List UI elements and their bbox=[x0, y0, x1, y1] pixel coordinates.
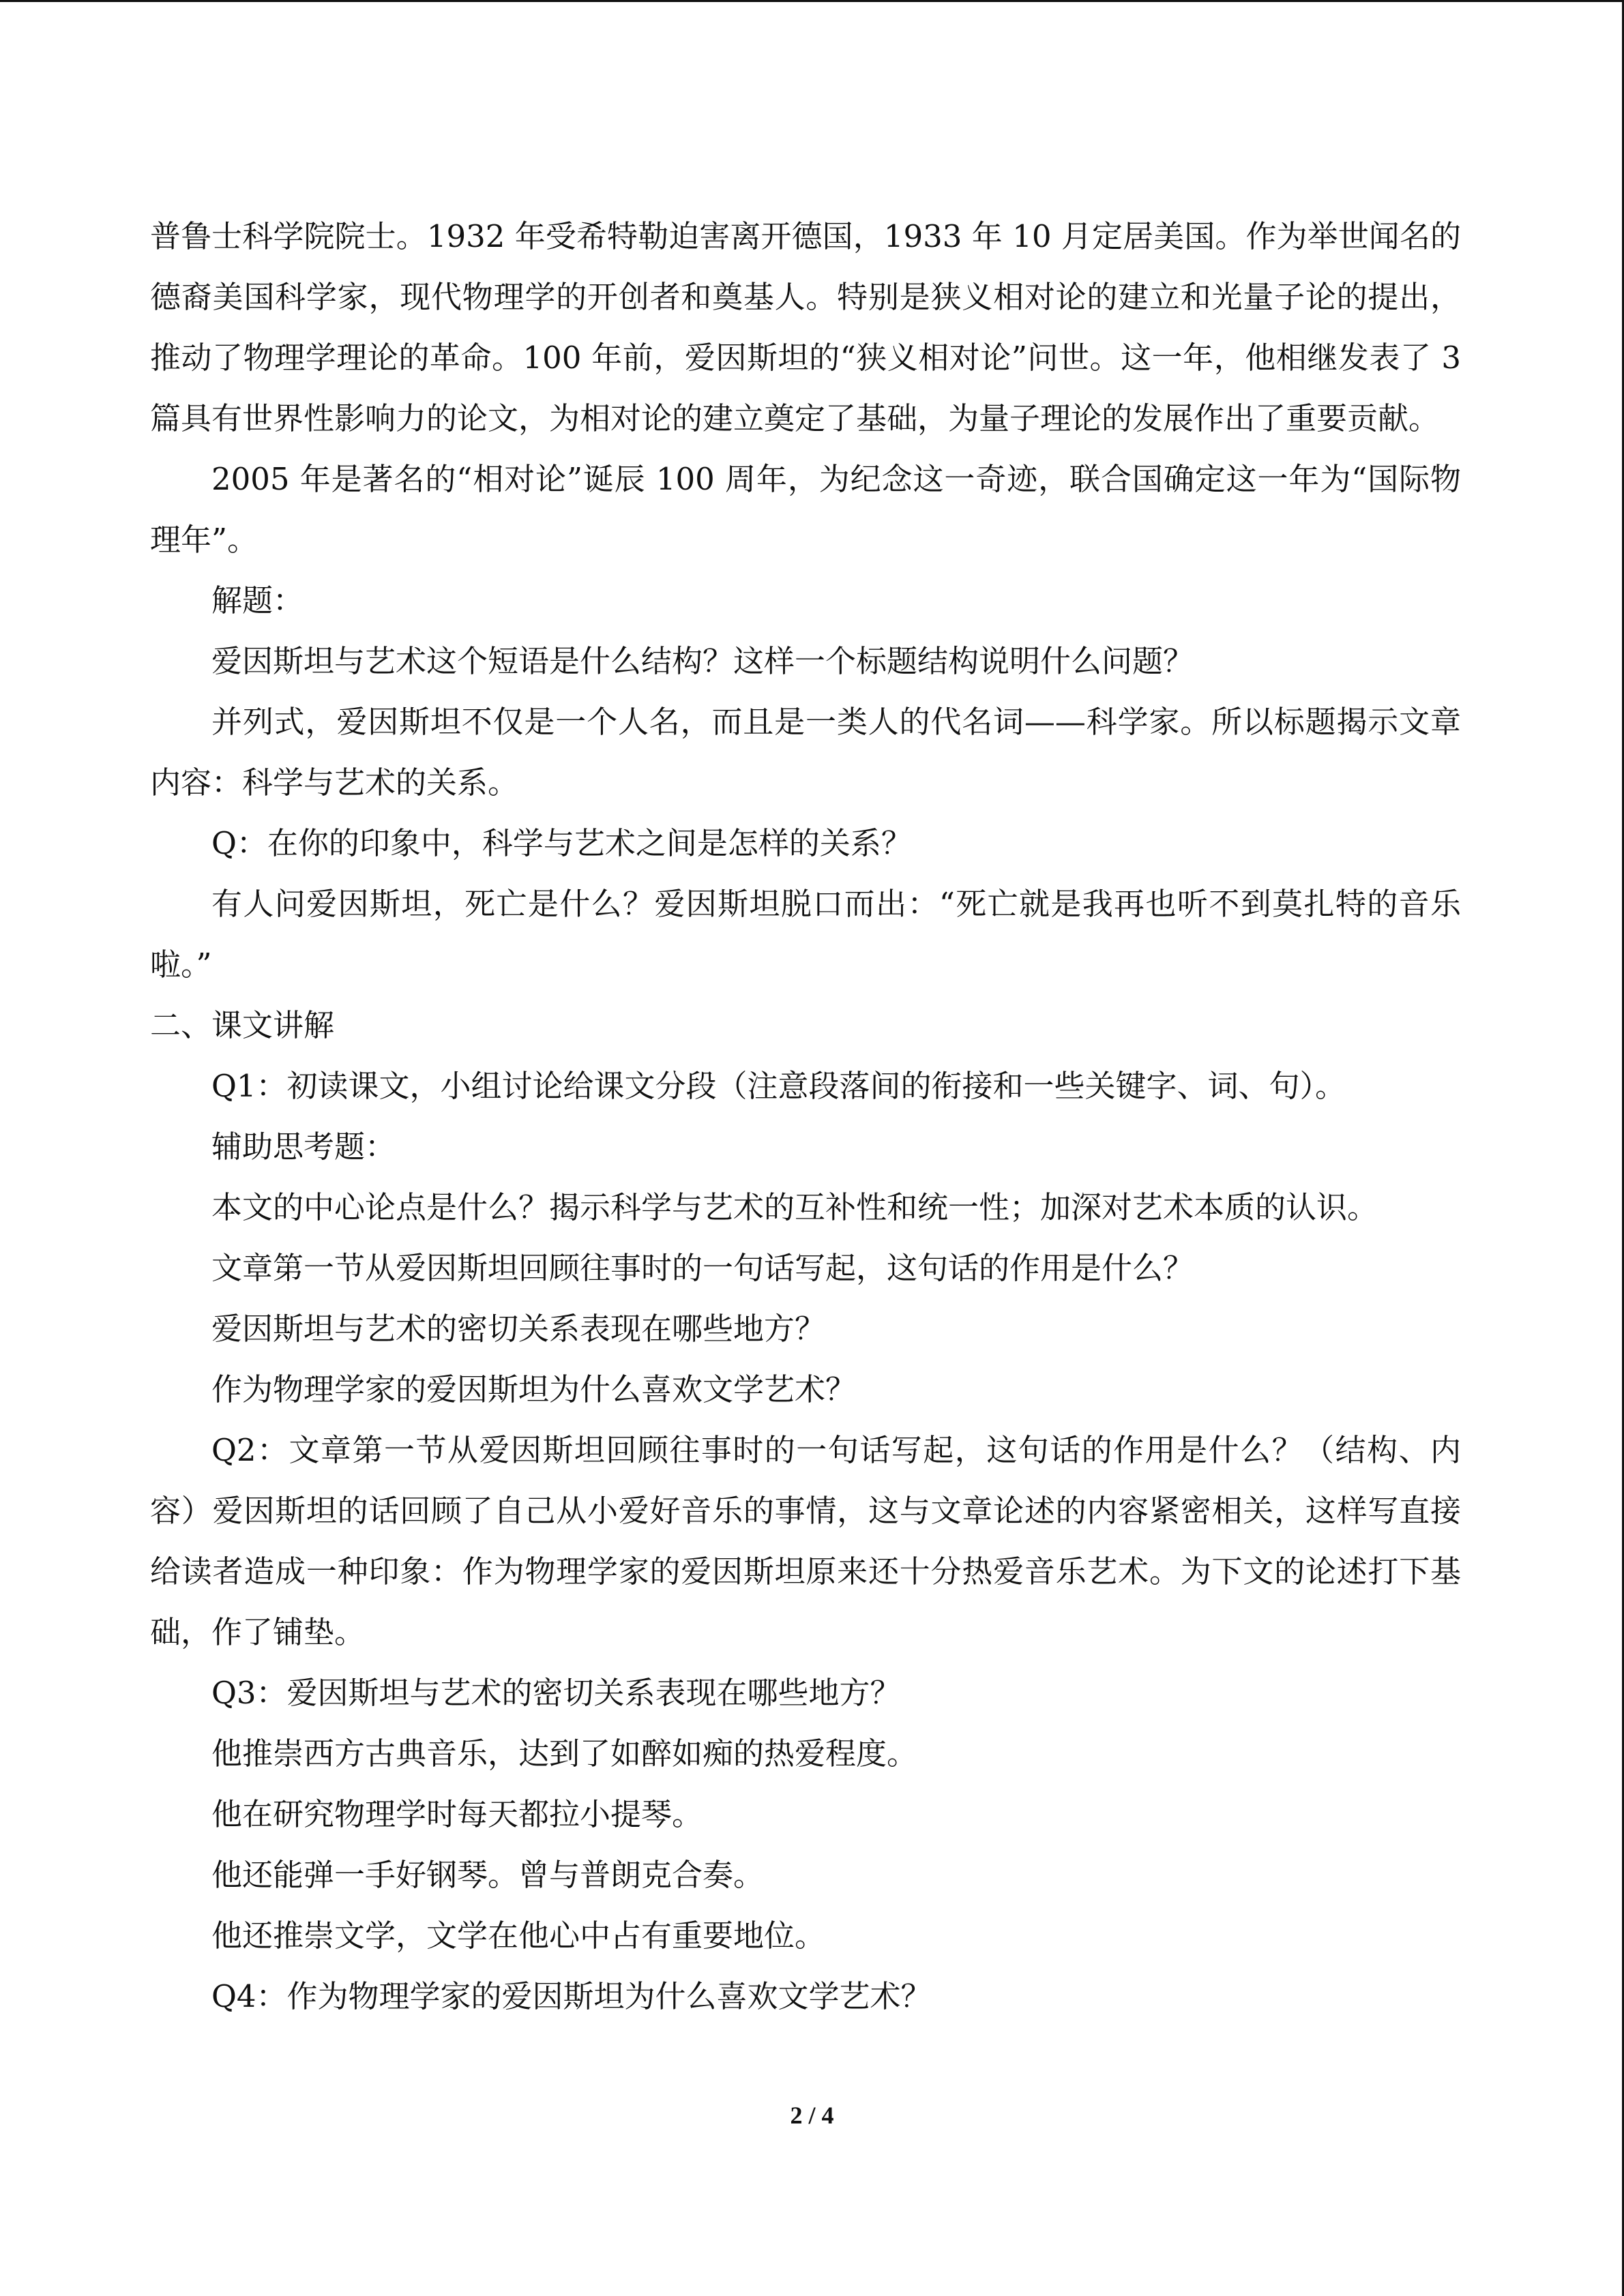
paragraph: Q1：初读课文，小组讨论给课文分段（注意段落间的衔接和一些关键字、词、句）。 bbox=[211, 1068, 1346, 1104]
page-number: 2 / 4 bbox=[790, 2102, 834, 2129]
paragraph: 2005 年是著名的“相对论”诞辰 100 周年，为纪念这一奇迹，联合国确定这一年为“国际物理年”。 bbox=[150, 461, 1461, 558]
paragraph: 文章第一节从爱因斯坦回顾往事时的一句话写起，这句话的作用是什么？ bbox=[211, 1250, 1194, 1286]
paragraph: 本文的中心论点是什么？揭示科学与艺术的互补性和统一性；加深对艺术本质的认识。 bbox=[211, 1189, 1378, 1225]
paragraph: 爱因斯坦与艺术这个短语是什么结构？这样一个标题结构说明什么问题？ bbox=[211, 643, 1194, 679]
paragraph: Q：在你的印象中，科学与艺术之间是怎样的关系？ bbox=[211, 825, 912, 861]
paragraph: 他推崇西方古典音乐，达到了如醉如痴的热爱程度。 bbox=[211, 1735, 918, 1772]
paragraph: 爱因斯坦与艺术的密切关系表现在哪些地方？ bbox=[211, 1311, 826, 1347]
paragraph: 作为物理学家的爱因斯坦为什么喜欢文学艺术？ bbox=[211, 1371, 857, 1407]
paragraph-label: 解题： bbox=[211, 582, 304, 618]
document-body bbox=[150, 206, 1461, 2027]
paragraph: 他在研究物理学时每天都拉小提琴。 bbox=[211, 1796, 703, 1832]
paragraph: 并列式，爱因斯坦不仅是一个人名，而且是一类人的代名词——科学家。所以标题揭示文章内容：科学与艺术的关系。 bbox=[150, 704, 1461, 801]
paragraph-label: 辅助思考题： bbox=[211, 1129, 396, 1165]
paragraph: Q4：作为物理学家的爱因斯坦为什么喜欢文学艺术？ bbox=[211, 1978, 932, 2014]
paragraph: Q2：文章第一节从爱因斯坦回顾往事时的一句话写起，这句话的作用是什么？（结构、内容）爱因斯坦的话回顾了自己从小爱好音乐的事情，这与文章论述的内容紧密相关，这样写直接给读者造成一种印象：作为物理学家的爱因斯坦原来还十分热爱音乐艺术。为下文的论述打下基础，作了铺垫。 bbox=[150, 1432, 1461, 1650]
page-top-border bbox=[0, 0, 1624, 2]
paragraph: Q3：爱因斯坦与艺术的密切关系表现在哪些地方？ bbox=[211, 1675, 901, 1711]
paragraph: 他还推崇文学，文学在他心中占有重要地位。 bbox=[211, 1918, 826, 1954]
section-heading: 二、课文讲解 bbox=[150, 1007, 335, 1043]
paragraph: 有人问爱因斯坦，死亡是什么？爱因斯坦脱口而出：“死亡就是我再也听不到莫扎特的音乐啦。” bbox=[150, 886, 1461, 983]
paragraph: 他还能弹一手好钢琴。曾与普朗克合奏。 bbox=[211, 1857, 765, 1893]
paragraph: 普鲁士科学院院士。1932 年受希特勒迫害离开德国，1933 年 10 月定居美国。作为举世闻名的德裔美国科学家，现代物理学的开创者和奠基人。特别是狭义相对论的建立和光量子论的提出，推动了物理学理论的革命。100 年前，爱因斯坦的“狭义相对论”问世。这一年，他相继发表了 3 篇具有世界性影响力的论文，为相对论的建立奠定了基础，为量子理论的发展作出了重要贡献。 bbox=[150, 218, 1461, 436]
